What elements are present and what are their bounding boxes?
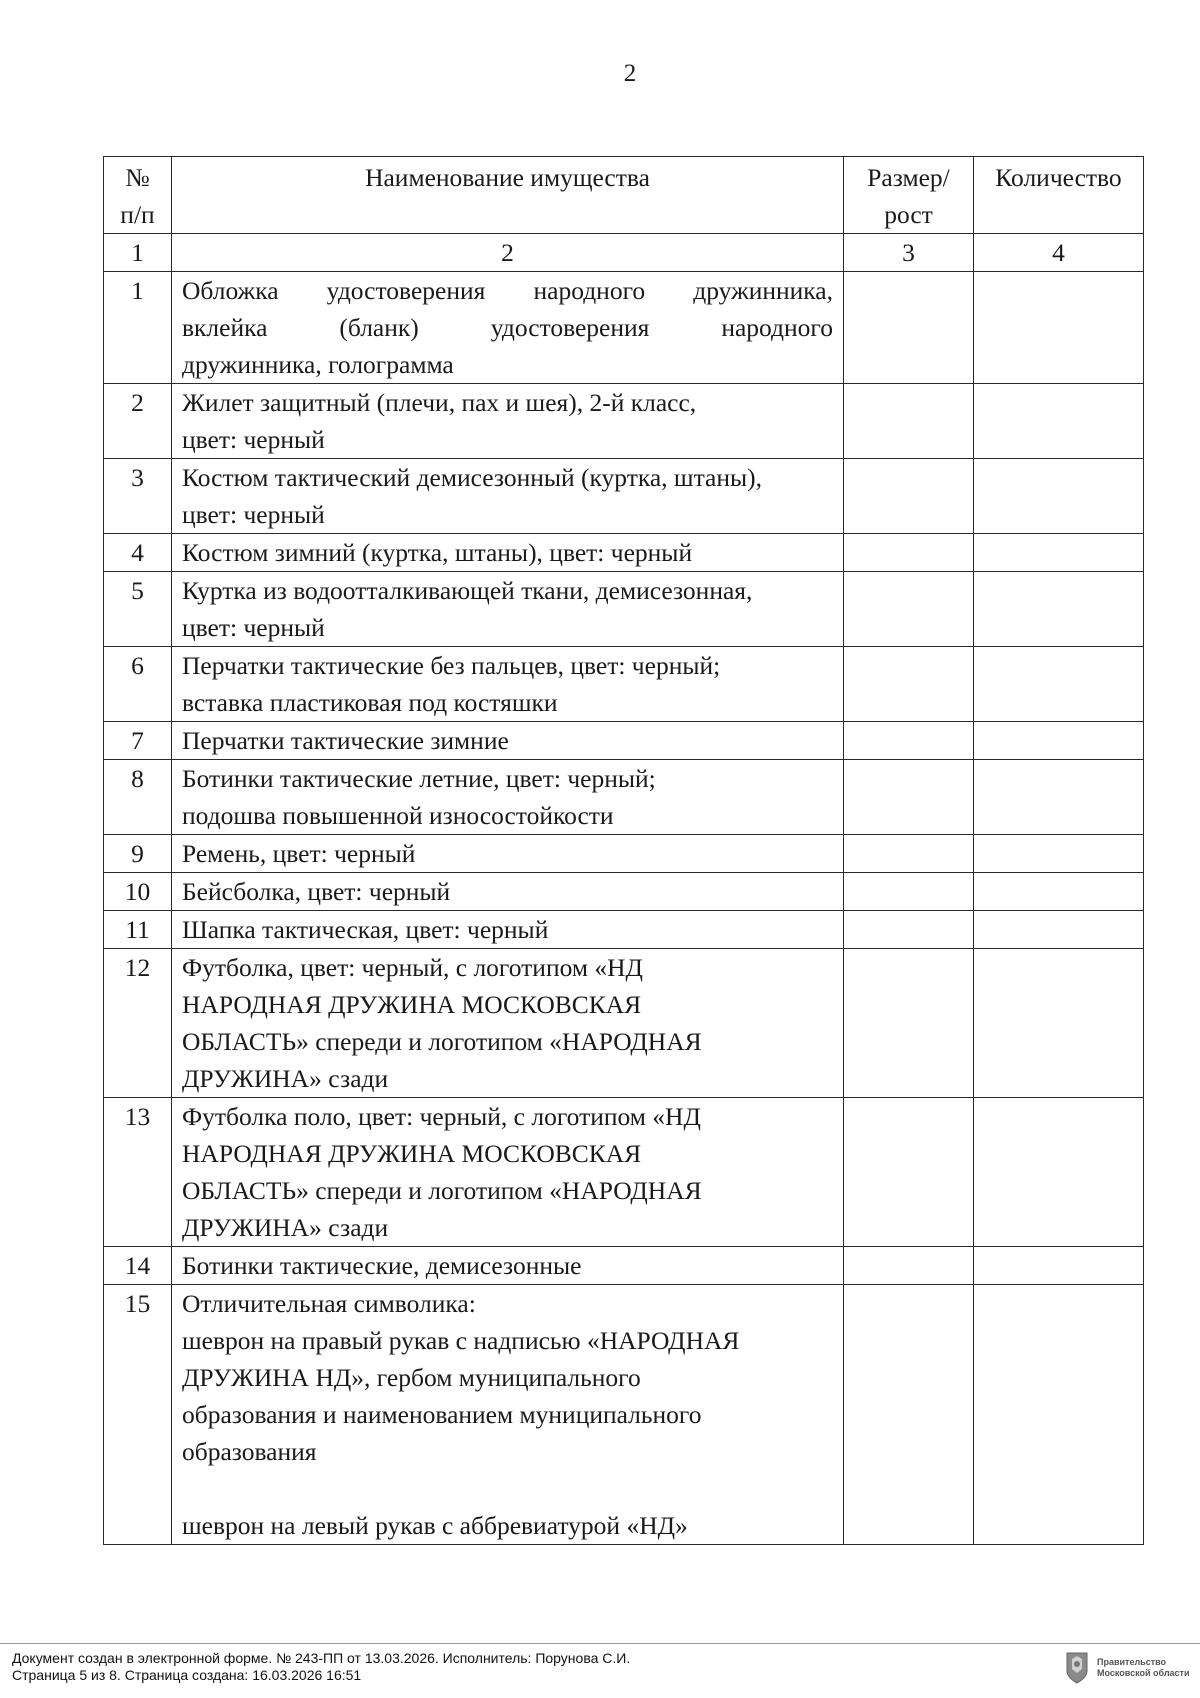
item-name-line: Бейсболка, цвет: черный [182,877,451,906]
item-name [172,1285,844,1545]
item-name-line: Перчатки тактические зимние [182,726,509,755]
size-cell [844,760,974,835]
item-name-line: ДРУЖИНА НД», гербом муниципального [182,1363,641,1392]
item-name-line: НАРОДНАЯ ДРУЖИНА МОСКОВСКАЯ [182,990,642,1019]
item-name [172,949,844,1098]
size-cell [844,459,974,534]
government-logo [1065,1647,1190,1689]
row-number: 7 [104,722,172,760]
quantity-cell [974,1247,1144,1285]
item-name-line: ОБЛАСТЬ» спереди и логотипом «НАРОДНАЯ [182,1027,702,1056]
item-name-line: Обложка удостоверения народного дружинника, [182,276,833,305]
document-footer [12,1650,630,1684]
table-row [104,722,1144,760]
quantity-cell [974,647,1144,722]
item-name-line: Отличительная символика: [182,1289,476,1318]
item-name-line: Костюм зимний (куртка, штаны), цвет: черный [182,538,693,567]
quantity-cell [974,722,1144,760]
column-index: 1 [104,234,172,272]
inventory-table [103,156,1144,1545]
column-index: 4 [974,234,1144,272]
quantity-cell [974,572,1144,647]
row-number: 4 [104,534,172,572]
table-row [104,572,1144,647]
table-row [104,835,1144,873]
item-name-line: Костюм тактический демисезонный (куртка, штаны), [182,463,762,492]
header-quantity: Количество [974,157,1144,234]
item-name-line: Шапка тактическая, цвет: черный [182,915,549,944]
quantity-cell [974,911,1144,949]
row-number: 9 [104,835,172,873]
item-name [172,534,844,572]
row-number: 6 [104,647,172,722]
size-cell [844,949,974,1098]
item-name-line: шеврон на правый рукав с надписью «НАРОДНАЯ [182,1326,740,1355]
row-number: 10 [104,873,172,911]
table-row [104,873,1144,911]
size-cell [844,534,974,572]
logo-text: Правительство Московской области [1097,1657,1190,1678]
item-name-line: вклейка (бланк) удостоверения народного [182,313,833,342]
item-name-line: Жилет защитный (плечи, пах и шея), 2-й класс, [182,388,697,417]
quantity-cell [974,873,1144,911]
item-name-line: образования и наименованием муниципального [182,1400,702,1429]
quantity-cell [974,835,1144,873]
table-row [104,384,1144,459]
quantity-cell [974,272,1144,384]
item-name [172,384,844,459]
item-name-line: Куртка из водоотталкивающей ткани, демисезонная, [182,576,753,605]
quantity-cell [974,949,1144,1098]
quantity-cell [974,1285,1144,1545]
table-row [104,272,1144,384]
item-name-line: Ботинки тактические летние, цвет: черный; [182,764,656,793]
size-cell [844,1285,974,1545]
quantity-cell [974,1098,1144,1247]
item-name [172,873,844,911]
item-name-line: цвет: черный [182,613,325,642]
table-row [104,949,1144,1098]
row-number: 5 [104,572,172,647]
header-number: № п/п [104,157,172,234]
row-number: 14 [104,1247,172,1285]
size-cell [844,647,974,722]
size-cell [844,572,974,647]
table-row [104,1098,1144,1247]
item-name [172,272,844,384]
item-name-line: Футболка поло, цвет: черный, с логотипом «НД [182,1102,701,1131]
item-name-line: Футболка, цвет: черный, с логотипом «НД [182,953,643,982]
item-name-line: образования [182,1437,317,1466]
item-name [172,572,844,647]
column-index: 2 [172,234,844,272]
item-name-line: Ремень, цвет: черный [182,839,416,868]
quantity-cell [974,384,1144,459]
item-name [172,760,844,835]
table-row [104,459,1144,534]
item-name-line: Ботинки тактические, демисезонные [182,1251,582,1280]
size-cell [844,911,974,949]
row-number: 3 [104,459,172,534]
row-number: 1 [104,272,172,384]
size-cell [844,384,974,459]
table-row [104,647,1144,722]
page-number: 2 [623,60,637,87]
item-name-line: цвет: черный [182,425,325,454]
quantity-cell [974,760,1144,835]
table-row [104,760,1144,835]
table-row [104,1247,1144,1285]
column-index-row [104,234,1144,272]
item-name-line: вставка пластиковая под костяшки [182,688,558,717]
size-cell [844,1247,974,1285]
item-name [172,1247,844,1285]
table-header-row [104,157,1144,234]
item-name-line [182,1470,833,1507]
item-name [172,722,844,760]
size-cell [844,722,974,760]
row-number: 15 [104,1285,172,1545]
row-number: 11 [104,911,172,949]
quantity-cell [974,534,1144,572]
table-row [104,911,1144,949]
footer-line: Страница 5 из 8. Страница создана: 16.03.2026 16:51 [12,1667,362,1683]
size-cell [844,873,974,911]
table-row [104,1285,1144,1545]
item-name-line: шеврон на левый рукав с аббревиатурой «НД» [182,1511,688,1540]
item-name [172,647,844,722]
table-row [104,534,1144,572]
item-name [172,835,844,873]
row-number: 13 [104,1098,172,1247]
item-name-line: ОБЛАСТЬ» спереди и логотипом «НАРОДНАЯ [182,1176,702,1205]
header-size: Размер/ рост [844,157,974,234]
item-name-line: ДРУЖИНА» сзади [182,1064,389,1093]
quantity-cell [974,459,1144,534]
footer-line: Документ создан в электронной форме. № 243-ПП от 13.03.2026. Исполнитель: Порунова С.И. [12,1650,631,1666]
item-name-line: подошва повышенной износостойкости [182,801,614,830]
row-number: 8 [104,760,172,835]
item-name-line: дружинника, голограмма [182,350,454,379]
size-cell [844,1098,974,1247]
item-name [172,1098,844,1247]
size-cell [844,272,974,384]
coat-of-arms-icon [1065,1651,1089,1685]
row-number: 12 [104,949,172,1098]
size-cell [844,835,974,873]
row-number: 2 [104,384,172,459]
item-name-line: ДРУЖИНА» сзади [182,1213,389,1242]
header-name: Наименование имущества [172,157,844,234]
item-name-line: НАРОДНАЯ ДРУЖИНА МОСКОВСКАЯ [182,1139,642,1168]
item-name [172,459,844,534]
column-index: 3 [844,234,974,272]
item-name [172,911,844,949]
item-name-line: Перчатки тактические без пальцев, цвет: черный; [182,651,721,680]
footer-divider [0,1643,1200,1644]
item-name-line: цвет: черный [182,500,325,529]
